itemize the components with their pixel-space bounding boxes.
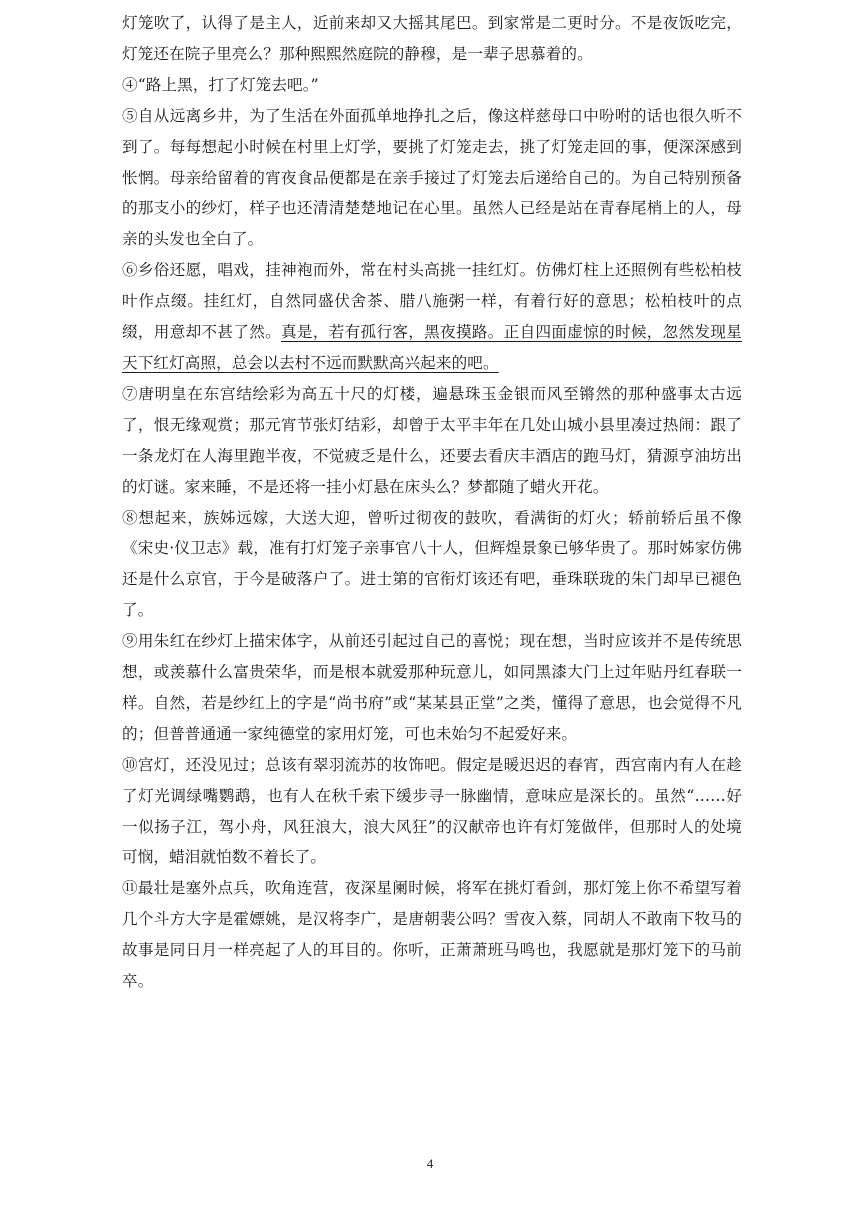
paragraph-6-text: ⑥乡俗还愿，唱戏，挂神袍而外，常在村头高挑一挂红灯。仿佛灯柱上还照例有些松柏枝叶作点缀。挂红灯，自然同盛伏舍茶、腊八施粥一样，有着行好的意思；松柏枝叶的点缀，用意却不甚了然。 (122, 261, 742, 342)
article-body (122, 8, 742, 997)
paragraph-6 (122, 255, 742, 379)
paragraph-9: ⑨用朱红在纱灯上描宋体字，从前还引起过自己的喜悦；现在想，当时应该并不是传统思想，或羡慕什么富贵荣华，而是根本就爱那种玩意儿，如同黑漆大门上过年贴丹红春联一样。自然，若是纱红上的字是“尚书府”或“某某县正堂”之类，懂得了意思，也会觉得不凡的；但普普通通一家纯德堂的家用灯笼，可也未始匀不起爱好来。 (122, 632, 742, 743)
paragraph-4: ④“路上黑，打了灯笼去吧。” (122, 75, 319, 94)
paragraph-10: ⑩宫灯，还没见过；总该有翠羽流苏的妆饰吧。假定是暖迟迟的春宵，西宫南内有人在趁了灯光调绿嘴鹦鹉，也有人在秋千索下缓步寻一脉幽情，意味应是深长的。虽然“……好一似扬子江，驾小舟，风狂浪大，浪大风狂”的汉献帝也许有灯笼做伴，但那时人的处境可悯，蜡泪就怕数不着长了。 (122, 755, 742, 867)
paragraph-8: ⑧想起来，族姊远嫁，大送大迎，曾听过彻夜的鼓吹，看满街的灯火；轿前轿后虽不像《宋史·仪卫志》载，准有打灯笼子亲事官八十人，但辉煌景象已够华贵了。那时姊家仿佛还是什么京官，于今是破落户了。进士第的官衔灯该还有吧，垂珠联珑的朱门却早已褪色了。 (122, 508, 742, 620)
paragraph-5: ⑤自从远离乡井，为了生活在外面孤单地挣扎之后，像这样慈母口中吩咐的话也很久听不到了。每每想起小时候在村里上灯学，要挑了灯笼走去，挑了灯笼走回的事，便深深感到怅惘。母亲给留着的宵夜食品便都是在亲手接过了灯笼去后递给自己的。为自己特别预备的那支小的纱灯，样子也还清清楚楚地记在心里。虽然人已经是站在青春尾梢上的人，母亲的头发也全白了。 (122, 106, 742, 249)
underlined-sentence: 真是，若有孤行客，黑夜摸路。正自四面虚惊的时候，忽然发现星天下红灯高照，总会以去村不远而默默高兴起来的吧。 (122, 323, 742, 372)
paragraph-11: ⑪最壮是塞外点兵，吹角连营，夜深星阑时候，将军在挑灯看剑，那灯笼上你不希望写着几个斗方大字是霍嫖姚，是汉将李广，是唐朝裴公吗？雪夜入蔡，同胡人不敢南下牧马的故事是同日月一样亮起了人的耳目的。你听，正萧萧班马鸣也，我愿就是那灯笼下的马前卒。 (122, 879, 742, 991)
page-number: 4 (426, 1156, 434, 1171)
paragraph-continuation: 灯笼吹了，认得了是主人，近前来却又大摇其尾巴。到家常是二更时分。不是夜饭吃完，灯笼还在院子里亮么？那种熙熙然庭院的静穆，是一辈子思慕着的。 (122, 14, 742, 63)
paragraph-7: ⑦唐明皇在东宫结绘彩为高五十尺的灯楼，遍悬珠玉金银而风至锵然的那种盛事太古远了，恨无缘观赏；那元宵节张灯结彩，却曾于太平丰年在几处山城小县里凑过热闹：跟了一条龙灯在人海里跑半夜，不觉疲乏是什么，还要去看庆丰酒店的跑马灯，猜源亨油坊出的灯谜。家来睡，不是还将一挂小灯悬在床头么？梦都随了蜡火开花。 (122, 384, 742, 496)
